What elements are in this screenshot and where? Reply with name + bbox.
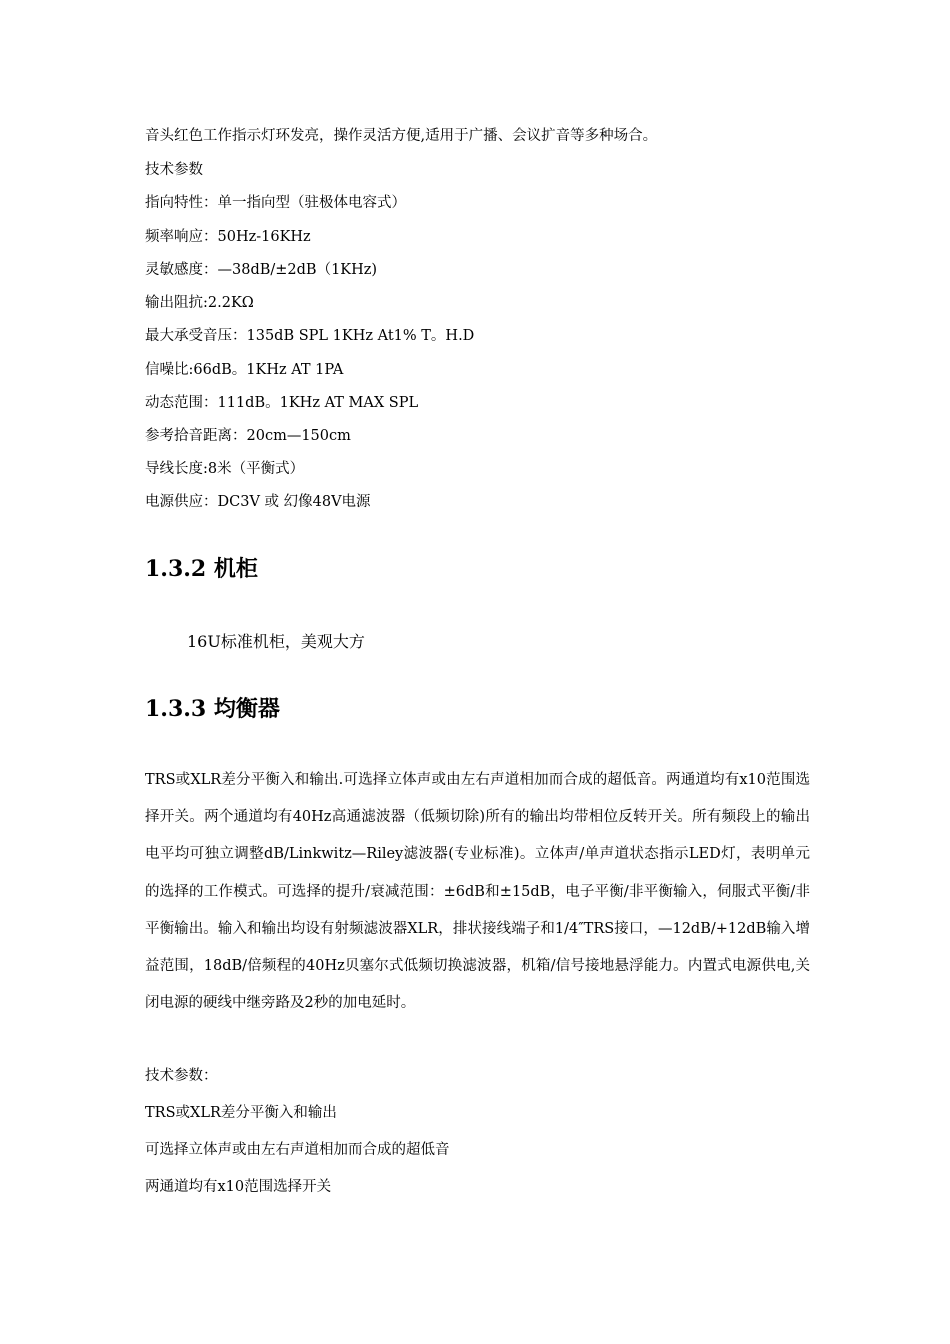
eq-spec-item: 两通道均有x10范围选择开关 [145, 1179, 332, 1195]
mic-spec-item: 参考拾音距离：20cm—150cm [145, 428, 351, 444]
mic-spec-item: 电源供应：DC3V 或 幻像48V电源 [145, 494, 371, 510]
mic-specs-title: 技术参数 [145, 162, 203, 178]
mic-spec-item: 最大承受音压：135dB SPL 1KHz At1% T。H.D [145, 328, 475, 344]
cabinet-description: 16U标准机柜，美观大方 [187, 632, 365, 651]
eq-spec-item: TRS或XLR差分平衡入和输出 [145, 1105, 337, 1121]
mic-spec-item: 频率响应：50Hz-16KHz [145, 229, 311, 245]
intro-line: 音头红色工作指示灯环发亮，操作灵活方便,适用于广播、会议扩音等多种场合。 [145, 128, 658, 144]
mic-spec-item: 输出阻抗:2.2KΩ [145, 295, 254, 311]
mic-spec-item: 导线长度:8米（平衡式） [145, 461, 305, 477]
eq-specs-title: 技术参数： [145, 1068, 218, 1084]
mic-spec-item: 指向特性：单一指向型（驻极体电容式） [145, 195, 406, 211]
mic-spec-item: 灵敏感度：—38dB/±2dB（1KHz) [145, 262, 378, 278]
section-heading-cabinet: 1.3.2 机柜 [145, 556, 258, 582]
mic-spec-item: 动态范围：111dB。1KHz AT MAX SPL [145, 395, 419, 411]
eq-spec-item: 可选择立体声或由左右声道相加而合成的超低音 [145, 1142, 450, 1158]
equalizer-description: TRS或XLR差分平衡入和输出.可选择立体声或由左右声道相加而合成的超低音。两通道均有x10范围选择开关。两个通道均有40Hz高通滤波器（低频切除)所有的输出均带相位反转开关。所有频段上的输出电平均可独立调整dB/Linkwitz—Riley滤波器(专业标准)。立体声/单声道状态指示LED灯，表明单元的选择的工作模式。可选择的提升/衰减范围：±6dB和±15dB，电子平衡/非平衡输入，伺服式平衡/非平衡输出。输入和输出均设有射频滤波器XLR，排状接线端子和1/4″TRS接口，—12dB/+12dB输入增益范围，18dB/倍频程的40Hz贝塞尔式低频切换滤波器，机箱/信号接地悬浮能力。内置式电源供电,关闭电源的硬线中继旁路及2秒的加电延时。 [145, 772, 810, 1012]
mic-spec-item: 信噪比:66dB。1KHz AT 1PA [145, 362, 344, 378]
section-heading-equalizer: 1.3.3 均衡器 [145, 696, 280, 722]
